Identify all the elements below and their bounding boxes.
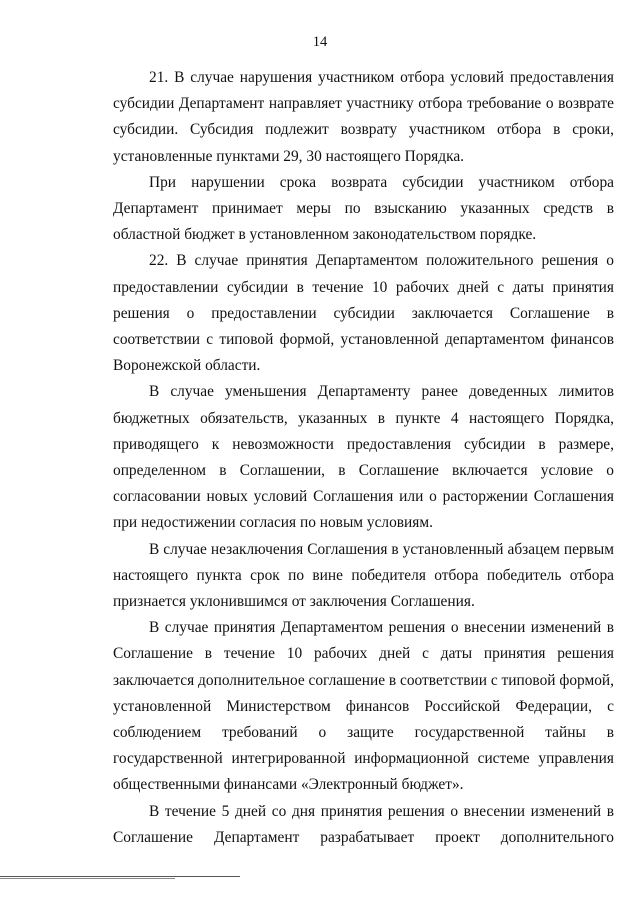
document-body bbox=[113, 65, 614, 851]
paragraph-return-deadline: При нарушении срока возврата субсидии участником отбора Департамент принимает меры по взысканию указанных средств в областной бюджет в установленном законодательством порядке. bbox=[113, 173, 614, 244]
page-number: 14 bbox=[312, 34, 328, 50]
paragraph-non-conclusion: В случае незаключения Соглашения в установленный абзацем первым настоящего пункта срок по вине победителя отбора победитель отбора признается уклонившимся от заключения Соглашения. bbox=[113, 540, 614, 611]
paragraph-additional-agreement: В течение 5 дней со дня принятия решения о внесении изменений в Соглашение Департамент разрабатывает проект дополнительного bbox=[113, 802, 614, 846]
footer-rule bbox=[0, 876, 240, 877]
footer-rule-secondary bbox=[0, 878, 175, 879]
paragraph-21: 21. В случае нарушения участником отбора условий предоставления субсидии Департамент направляет участнику отбора требование о возврате субсидии. Субсидия подлежит возврату участником отбора в сроки, установленные пунктами 29, 30 настоящего Порядка. bbox=[113, 69, 614, 165]
paragraph-limits-reduction: В случае уменьшения Департаменту ранее доведенных лимитов бюджетных обязательств, указанных в пункте 4 настоящего Порядка, приводящего к невозможности предоставления субсидии в размере, определенном в Соглашении, в Соглашение включается условие о согласовании новых условий Соглашения или о расторжении Соглашения при недостижении согласия по новым условиям. bbox=[113, 383, 614, 532]
paragraph-amendments: В случае принятия Департаментом решения о внесении изменений в Соглашение в течение 10 рабочих дней с даты принятия решения заключается дополнительное соглашение в соответствии с типовой формой, установленной Министерством финансов Российской Федерации, с соблюдением требований о защите государственной тайны в государственной интегрированной информационной системе управления общественными финансами «Электронный бюджет». bbox=[113, 619, 615, 794]
paragraph-22: 22. В случае принятия Департаментом положительного решения о предоставлении субсидии в течение 10 рабочих дней с даты принятия решения о предоставлении субсидии заключается Соглашение в соответствии с типовой формой, установленной департаментом финансов Воронежской области. bbox=[113, 252, 614, 375]
